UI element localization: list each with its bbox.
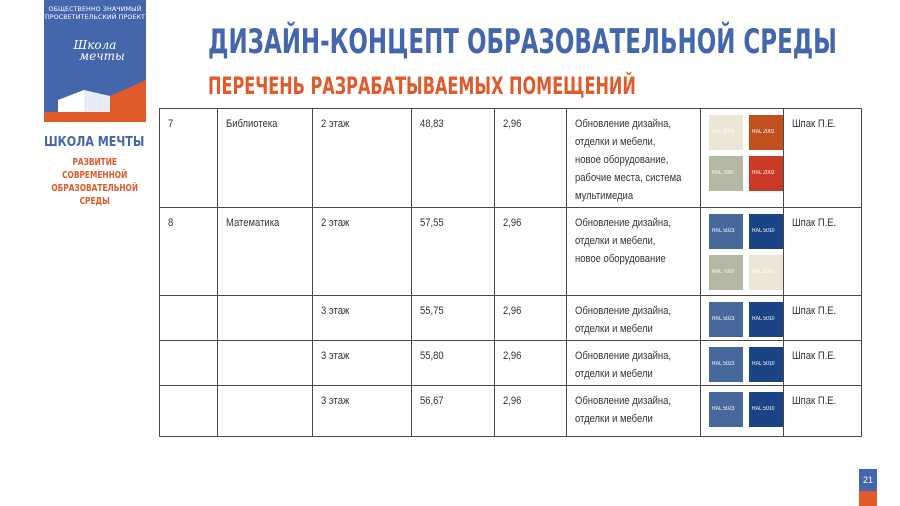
table-row [160,109,862,208]
room-name-cell [218,109,313,208]
author-cell [784,208,862,296]
floor-cell [313,109,412,208]
color-swatches-cell [701,109,784,208]
color-swatch-label: RAL 9001 [752,269,775,275]
color-swatch-grid [709,392,783,427]
color-swatch [709,214,743,249]
row-number-cell [160,208,218,296]
color-swatch-grid [709,347,783,382]
ceiling-height-cell [495,386,567,437]
color-swatch-label: RAL 7037 [712,269,735,275]
row-number: 7 [168,118,174,130]
floor-cell [313,341,412,386]
color-swatch [749,255,783,290]
author: Шпак П.Е. [792,217,837,229]
description-cell [567,341,701,386]
area-value-cell [412,296,495,341]
project-logo [44,0,146,122]
color-swatches-cell [701,208,784,296]
ceiling-height-cell [495,341,567,386]
description-cell [567,208,701,296]
ceiling-height-cell [495,109,567,208]
color-swatches-cell [701,386,784,437]
area-value: 48,83 [420,118,444,130]
table-row [160,296,862,341]
row-number-cell [160,341,218,386]
color-swatch-label: RAL 2002 [752,170,775,176]
color-swatch [709,302,743,337]
row-number-cell [160,296,218,341]
page-number-accent [859,491,877,506]
color-swatch-label: RAL 5023 [712,361,735,367]
floor: 3 этаж [321,305,350,317]
area-value-cell [412,341,495,386]
color-swatch [749,347,783,382]
color-swatch-grid [709,214,783,290]
page-number: 21 [859,469,877,491]
room-name: Библиотека [226,118,278,130]
color-swatch [749,156,783,191]
row-number: 8 [168,217,174,229]
color-swatch-label: RAL 5023 [712,316,735,322]
ceiling-height: 2,96 [503,118,522,130]
row-number-cell [160,386,218,437]
area-value: 56,67 [420,395,444,407]
floor: 3 этаж [321,350,350,362]
color-swatch [749,392,783,427]
color-swatch [709,347,743,382]
color-swatch-label: RAL 5023 [712,406,735,412]
school-building-icon [44,76,146,122]
color-swatch-label: RAL 7037 [712,170,735,176]
description: Обновление дизайна, отделки и мебели [575,350,672,380]
logo-subtitle: РАЗВИТИЕ СОВРЕМЕННОЙ ОБРАЗОВАТЕЛЬНОЙ СРЕДЫ [51,157,139,207]
floor-cell [313,296,412,341]
description: Обновление дизайна, отделки и мебели, новое оборудование, рабочие места, система мультимедиа [575,118,682,202]
color-swatch-label: RAL 5010 [752,228,775,234]
author: Шпак П.Е. [792,305,837,317]
author-cell [784,296,862,341]
room-name: Математика [226,217,280,229]
color-swatch-label: RAL 5010 [752,316,775,322]
room-name-cell [218,296,313,341]
floor-cell [313,208,412,296]
description-cell [567,109,701,208]
description: Обновление дизайна, отделки и мебели, новое оборудование [575,217,672,265]
room-name-cell [218,341,313,386]
logo-project-caption: ОБЩЕСТВЕННО ЗНАЧИМЫЙ ПРОСВЕТИТЕЛЬСКИЙ ПРОЕКТ [45,6,145,21]
author: Шпак П.Е. [792,395,837,407]
table-row [160,341,862,386]
color-swatches-cell [701,296,784,341]
page-subtitle: ПЕРЕЧЕНЬ РАЗРАБАТЫВАЕМЫХ ПОМЕЩЕНИЙ [208,72,636,100]
author: Шпак П.Е. [792,118,837,130]
ceiling-height: 2,96 [503,217,522,229]
color-swatch [749,115,783,150]
color-swatch [709,156,743,191]
logo-name: ШКОЛА МЕЧТЫ [44,134,145,150]
area-value: 57,55 [420,217,444,229]
page-title: ДИЗАЙН-КОНЦЕПТ ОБРАЗОВАТЕЛЬНОЙ СРЕДЫ [208,22,837,62]
color-swatch-grid [709,115,783,191]
area-value: 55,80 [420,350,444,362]
description: Обновление дизайна, отделки и мебели [575,305,672,335]
author-cell [784,109,862,208]
room-name-cell [218,208,313,296]
ceiling-height: 2,96 [503,350,522,362]
color-swatch [749,302,783,337]
color-swatch-label: RAL 5010 [752,406,775,412]
color-swatch [749,214,783,249]
color-swatches-cell [701,341,784,386]
area-value: 55,75 [420,305,444,317]
floor: 2 этаж [321,118,350,130]
floor-cell [313,386,412,437]
ceiling-height-cell [495,208,567,296]
area-value-cell [412,386,495,437]
ceiling-height-cell [495,296,567,341]
table-row [160,208,862,296]
color-swatch-label: RAL 5023 [712,228,735,234]
area-value-cell [412,109,495,208]
author-cell [784,341,862,386]
floor: 3 этаж [321,395,350,407]
author-cell [784,386,862,437]
color-swatch [709,255,743,290]
color-swatch-grid [709,302,783,337]
rooms-table [159,108,862,437]
ceiling-height: 2,96 [503,305,522,317]
color-swatch [709,115,743,150]
logo-script-text: Школа мечты [73,38,125,63]
author: Шпак П.Е. [792,350,837,362]
description: Обновление дизайна, отделки и мебели [575,395,672,425]
table-row [160,386,862,437]
color-swatch [709,392,743,427]
ceiling-height: 2,96 [503,395,522,407]
color-swatch-label: RAL 9001 [712,129,735,135]
description-cell [567,386,701,437]
description-cell [567,296,701,341]
floor: 2 этаж [321,217,350,229]
room-name-cell [218,386,313,437]
color-swatch-label: RAL 5010 [752,361,775,367]
color-swatch-label: RAL 2001 [752,129,775,135]
area-value-cell [412,208,495,296]
row-number-cell [160,109,218,208]
